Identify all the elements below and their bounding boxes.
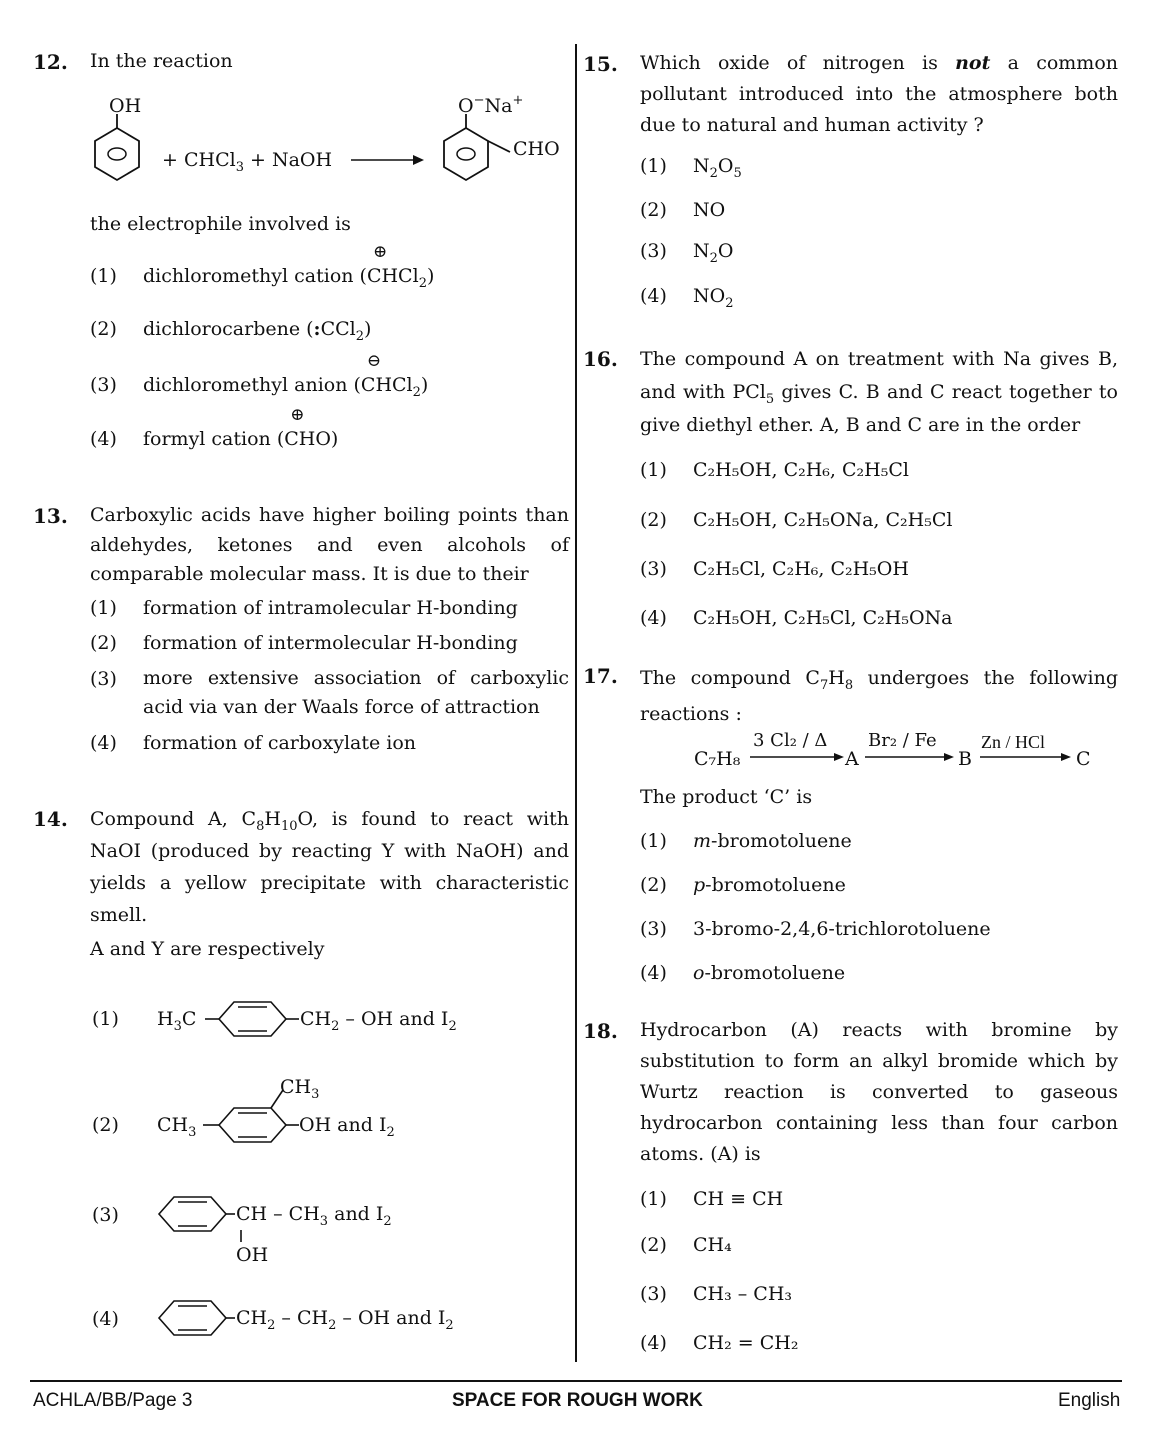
- question-stem: the electrophile involved is: [90, 213, 351, 235]
- option-q13-1[interactable]: (1) formation of intramolecular H-bonding: [90, 597, 518, 619]
- option-q14-1-right[interactable]: $CH_2$ – OH and $I_2$: [300, 1008, 457, 1034]
- column-divider: [575, 44, 577, 1362]
- scheme-product: A: [845, 748, 859, 770]
- option-q12-1[interactable]: (1) dichloromethyl cation ( ⊕ CHCl$_2$): [90, 242, 435, 291]
- footer-page-id: ACHLA/BB/Page 3: [33, 1390, 193, 1411]
- option-number: (4): [92, 1308, 119, 1330]
- question-stem: The compound A on treatment with Na gives B, and with PCl$_5$ gives C. B and C react together to give diethyl ether. A, B and C are in the order: [640, 348, 1118, 436]
- question-number: 15.: [583, 52, 618, 76]
- question-stem: The product ‘C’ is: [640, 786, 813, 808]
- option-q13-3[interactable]: more extensive association of carboxylic acid via van der Waals force of attraction: [143, 667, 569, 718]
- reagents-label: + CHCl$_3$ + NaOH: [162, 149, 333, 175]
- option-number: (3): [90, 668, 117, 690]
- option-q16-1[interactable]: (1) C₂H₅OH, C₂H₆, C₂H₅Cl: [640, 459, 909, 481]
- option-q14-1-left[interactable]: $H_3C$: [157, 1008, 197, 1034]
- question-stem: Which oxide of nitrogen is not a common pollutant introduced into the atmosphere both due to natural and human activity ?: [640, 52, 1119, 136]
- option-q13-4[interactable]: (4) formation of carboxylate ion: [90, 732, 417, 754]
- scheme-arrow-label: 3 Cl₂ / Δ: [753, 730, 828, 751]
- option-q14-2-top: $CH_3$: [280, 1076, 320, 1102]
- option-q17-1[interactable]: (1) m-bromotoluene: [640, 830, 852, 852]
- scheme-start: C₇H₈: [694, 748, 741, 770]
- option-q18-1[interactable]: (1) CH ≡ CH: [640, 1188, 784, 1210]
- option-q12-3[interactable]: (3) dichloromethyl anion ( ⊖ CHCl$_2$): [90, 351, 429, 400]
- option-q17-4[interactable]: (4) o-bromotoluene: [640, 962, 846, 984]
- product-label-top: O−Na+: [458, 93, 524, 117]
- question-stem: The compound $C_7H_8$ undergoes the following reactions :: [640, 667, 1118, 725]
- bond-line-icon: [236, 1228, 246, 1244]
- option-q14-3-below: OH: [236, 1244, 269, 1266]
- question-number: 14.: [33, 807, 68, 831]
- option-q14-2-left[interactable]: $CH_3$: [157, 1114, 197, 1140]
- option-q14-2-right[interactable]: OH and $I_2$: [299, 1114, 395, 1140]
- footer-rough-work: SPACE FOR ROUGH WORK: [452, 1390, 703, 1411]
- question-number: 17.: [583, 664, 618, 688]
- question-stem: Compound A, $C_8H_{10}O$, is found to react with NaOI (produced by reacting Y with NaOH) and yields a yellow precipitate with characteristic smell.: [90, 808, 569, 926]
- option-q14-4-right[interactable]: $CH_2 - CH_2$ – OH and $I_2$: [236, 1307, 454, 1333]
- footer-language: English: [1058, 1390, 1121, 1411]
- option-q17-3[interactable]: (3) 3-bromo-2,4,6-trichlorotoluene: [640, 918, 991, 940]
- question-stem: Carboxylic acids have higher boiling points than aldehydes, ketones and even alcohols of comparable molecular mass. It is due to their: [90, 504, 569, 585]
- question-stem: Hydrocarbon (A) reacts with bromine by substitution to form an alkyl bromide which by Wurtz reaction is converted to gaseous hydrocarbon containing less than four carbon atoms. (A) is: [640, 1019, 1118, 1165]
- question-number: 13.: [33, 504, 68, 528]
- option-q14-3-right[interactable]: CH – $CH_3$ and $I_2$: [236, 1203, 392, 1229]
- option-q13-2[interactable]: (2) formation of intermolecular H-bonding: [90, 632, 518, 654]
- product-label-side: CHO: [513, 138, 560, 160]
- option-q12-4[interactable]: (4) formyl cation ( ⊕ CHO): [90, 405, 339, 450]
- option-q17-2[interactable]: (2) p-bromotoluene: [640, 874, 846, 896]
- option-q15-4[interactable]: (4) $NO_2$: [640, 285, 734, 311]
- option-q18-4[interactable]: (4) CH₂ = CH₂: [640, 1332, 799, 1354]
- question-stem: In the reaction: [90, 50, 233, 72]
- benzene-ring-icon: [95, 114, 139, 180]
- scheme-product: C: [1076, 748, 1091, 770]
- scheme-arrow-label: Br₂ / Fe: [868, 730, 937, 751]
- option-number: (1): [92, 1008, 119, 1030]
- scheme-product: B: [958, 748, 972, 770]
- benzene-ring-icon: [156, 1297, 236, 1341]
- option-q18-2[interactable]: (2) CH₄: [640, 1234, 732, 1256]
- benzene-ring-icon: [205, 998, 300, 1042]
- question-number: 18.: [583, 1019, 618, 1043]
- question-stem: A and Y are respectively: [90, 938, 325, 960]
- option-q15-3[interactable]: (3) $N_2O$: [640, 240, 734, 266]
- option-q15-1[interactable]: (1) $N_2O_5$: [640, 155, 742, 181]
- question-number: 16.: [583, 347, 618, 371]
- option-number: (2): [92, 1114, 119, 1136]
- option-q16-3[interactable]: (3) C₂H₅Cl, C₂H₆, C₂H₅OH: [640, 558, 909, 580]
- option-q15-2[interactable]: (2) NO: [640, 199, 726, 221]
- option-q16-4[interactable]: (4) C₂H₅OH, C₂H₅Cl, C₂H₅ONa: [640, 607, 953, 629]
- scheme-arrow-label: Zn / HCl: [981, 732, 1046, 752]
- benzene-ring-icon: [156, 1193, 236, 1237]
- question-number: 12.: [33, 50, 68, 74]
- benzene-ring-icon: [444, 114, 510, 180]
- option-number: (3): [92, 1204, 119, 1226]
- option-q12-2[interactable]: (2) dichlorocarbene (:CCl$_2$): [90, 318, 372, 344]
- option-q18-3[interactable]: (3) CH₃ – CH₃: [640, 1283, 793, 1305]
- footer-rule: [30, 1380, 1122, 1382]
- substituent-label: OH: [109, 95, 142, 117]
- option-q16-2[interactable]: (2) C₂H₅OH, C₂H₅ONa, C₂H₅Cl: [640, 509, 953, 531]
- reaction-arrows-icon: [740, 748, 1080, 768]
